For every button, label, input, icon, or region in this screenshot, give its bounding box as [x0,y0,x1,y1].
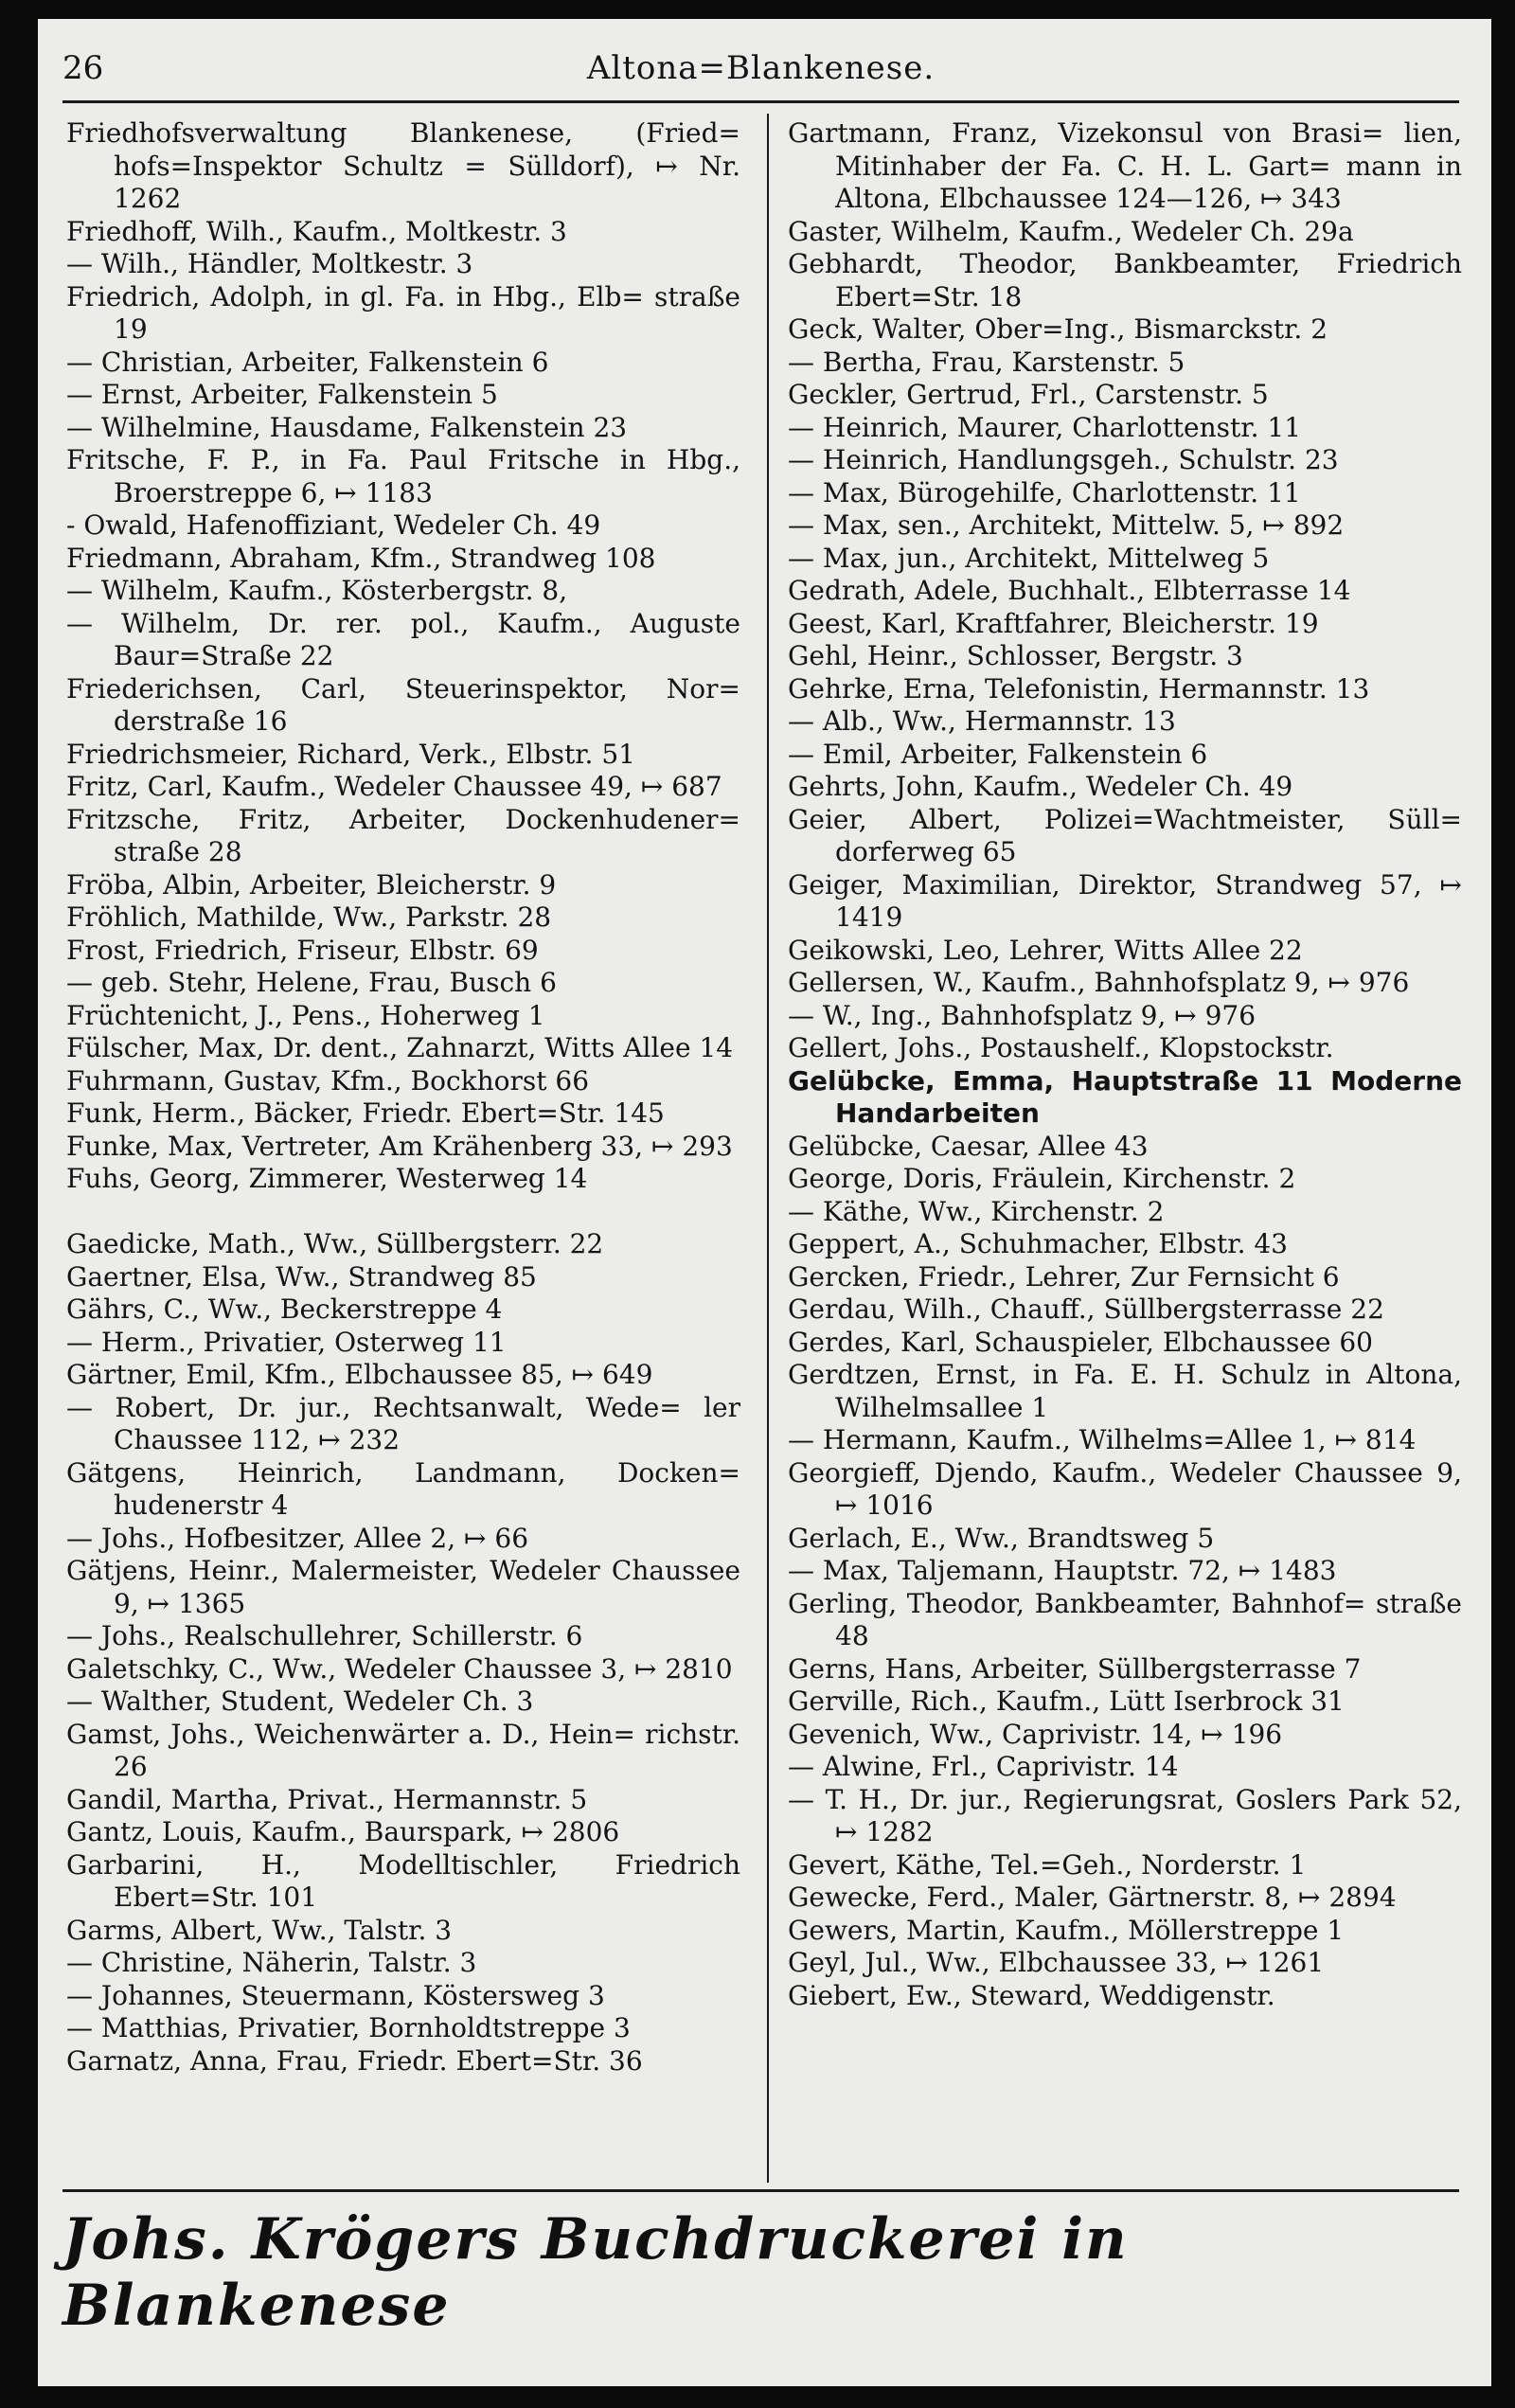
directory-entry: Gehrke, Erna, Telefonistin, Hermannstr. 13 [788,672,1370,705]
directory-entry: Geck, Walter, Ober=Ing., Bismarckstr. 2 [788,313,1328,345]
directory-entry: — Max, Taljemann, Hauptstr. 72, ↦ 1483 [788,1555,1337,1586]
directory-entry: Gehrts, John, Kaufm., Wedeler Ch. 49 [788,771,1293,802]
directory-entry: Frost, Friedrich, Friseur, Elbstr. 69 [66,934,539,966]
directory-entry: Gartmann, Franz, Vizekonsul von Brasi= lien, Mitinhaber der Fa. C. H. L. Gart= mann in Altona, Elbchaussee 124—126, ↦ 343 [788,117,1462,214]
directory-entry: Früchtenicht, J., Pens., Hoherweg 1 [66,999,545,1031]
directory-entry: - Owald, Hafenoffiziant, Wedeler Ch. 49 [66,509,601,541]
directory-entry: Friedrichsmeier, Richard, Verk., Elbstr. 51 [66,738,635,770]
directory-entry: Gaertner, Elsa, Ww., Strandweg 85 [66,1260,537,1293]
directory-entry: — Robert, Dr. jur., Rechtsanwalt, Wede= ler Chaussee 112, ↦ 232 [66,1391,740,1455]
directory-page [38,19,1491,2386]
directory-entry: Fritz, Carl, Kaufm., Wedeler Chaussee 49, ↦ 687 [66,771,722,802]
directory-entry: Galetschky, C., Ww., Wedeler Chaussee 3, ↦ 2810 [66,1652,733,1685]
directory-entry: Gewers, Martin, Kaufm., Möllerstreppe 1 [788,1914,1345,1946]
directory-entry: — Johs., Realschullehrer, Schillerstr. 6 [66,1620,583,1651]
directory-entry: Garbarini, H., Modelltischler, Friedrich Ebert=Str. 101 [66,1848,740,1913]
directory-entry: Fülscher, Max, Dr. dent., Zahnarzt, Witts Allee 14 [66,1032,734,1063]
directory-entry: Friedmann, Abraham, Kfm., Strandweg 108 [66,542,656,574]
directory-entry: Gerdes, Karl, Schauspieler, Elbchaussee 60 [788,1326,1373,1358]
printer-imprint-text: Johs. Krögers Buchdruckerei in Blankenese [62,2206,1129,2339]
directory-entry: — Wilhelm, Kaufm., Kösterbergstr. 8, [66,575,568,606]
directory-entry: — Alwine, Frl., Caprivistr. 14 [788,1751,1179,1782]
directory-entry: Gärtner, Emil, Kfm., Elbchaussee 85, ↦ 649 [66,1359,653,1390]
directory-entry: Gerlach, E., Ww., Brandtsweg 5 [788,1522,1215,1554]
directory-entry: Friedhofsverwaltung Blankenese, (Fried= hofs=Inspektor Schultz = Sülldorf), ↦ Nr. 1262 [66,117,740,214]
directory-entry: — Matthias, Privatier, Bornholdtstreppe 3 [66,2012,631,2043]
directory-entry: — geb. Stehr, Helene, Frau, Busch 6 [66,967,557,998]
directory-entry: Gevenich, Ww., Caprivistr. 14, ↦ 196 [788,1718,1283,1750]
directory-entry: Gebhardt, Theodor, Bankbeamter, Friedrich Ebert=Str. 18 [788,248,1462,312]
header-divider [62,100,1459,103]
directory-entry: Friedhoff, Wilh., Kaufm., Moltkestr. 3 [66,215,567,247]
directory-entry: Gehl, Heinr., Schlosser, Bergstr. 3 [788,640,1243,671]
directory-entry: — Wilh., Händler, Moltkestr. 3 [66,248,473,279]
directory-entry: — Christian, Arbeiter, Falkenstein 6 [66,346,549,378]
page-header [62,47,1459,100]
directory-entry: Gaster, Wilhelm, Kaufm., Wedeler Ch. 29a [788,215,1354,247]
directory-entry: Funke, Max, Vertreter, Am Krähenberg 33, ↦ 293 [66,1130,733,1162]
directory-entry: — Christine, Näherin, Talstr. 3 [66,1947,477,1978]
directory-entry: Friedrich, Adolph, in gl. Fa. in Hbg., Elb= straße 19 [66,280,740,345]
left-column [66,117,740,2078]
directory-entry: — Emil, Arbeiter, Falkenstein 6 [788,738,1208,770]
directory-entry: Gelübcke, Emma, Hauptstraße 11 Moderne Handarbeiten [788,1064,1462,1129]
directory-entry: — Johannes, Steuermann, Köstersweg 3 [66,1979,605,2011]
directory-entry: — Max, sen., Architekt, Mittelw. 5, ↦ 892 [788,509,1345,541]
directory-entry: Gevert, Käthe, Tel.=Geh., Norderstr. 1 [788,1848,1307,1881]
directory-entry: Fröhlich, Mathilde, Ww., Parkstr. 28 [66,901,552,933]
directory-entry: — Heinrich, Maurer, Charlottenstr. 11 [788,411,1302,443]
directory-entry: Geikowski, Leo, Lehrer, Witts Allee 22 [788,934,1303,966]
column-divider [767,114,769,2183]
directory-entry: Fröba, Albin, Arbeiter, Bleicherstr. 9 [66,868,557,901]
directory-entry: — T. H., Dr. jur., Regierungsrat, Goslers Park 52, ↦ 1282 [788,1783,1462,1847]
directory-entry: — Herm., Privatier, Osterweg 11 [66,1326,507,1358]
directory-entry: Geier, Albert, Polizei=Wachtmeister, Süll= dorferweg 65 [788,803,1462,867]
directory-entry: Geyl, Jul., Ww., Elbchaussee 33, ↦ 1261 [788,1947,1325,1978]
directory-entry: George, Doris, Fräulein, Kirchenstr. 2 [788,1163,1296,1194]
directory-entry: Gaedicke, Math., Ww., Süllbergsterr. 22 [66,1228,604,1259]
directory-entry: Giebert, Ew., Steward, Weddigenstr. [788,1979,1275,2011]
directory-entry: Gerdau, Wilh., Chauff., Süllbergsterrasse 22 [788,1293,1384,1325]
directory-entry: Gantz, Louis, Kaufm., Baurspark, ↦ 2806 [66,1816,620,1847]
directory-entry: Georgieff, Djendo, Kaufm., Wedeler Chaussee 9, ↦ 1016 [788,1456,1462,1521]
directory-entry: Funk, Herm., Bäcker, Friedr. Ebert=Str. 145 [66,1097,665,1129]
directory-entry: Geiger, Maximilian, Direktor, Strandweg 57, ↦ 1419 [788,868,1462,933]
directory-entry: — Ernst, Arbeiter, Falkenstein 5 [66,379,498,410]
directory-entry: Gerville, Rich., Kaufm., Lütt Iserbrock 31 [788,1686,1345,1717]
directory-entry: — Max, jun., Architekt, Mittelweg 5 [788,542,1270,574]
directory-entry: Garms, Albert, Ww., Talstr. 3 [66,1914,453,1946]
directory-entry: Fuhs, Georg, Zimmerer, Westerweg 14 [66,1163,588,1194]
directory-entry: Geest, Karl, Kraftfahrer, Bleicherstr. 19 [788,607,1319,639]
directory-entry: Gätjens, Heinr., Malermeister, Wedeler Chaussee 9, ↦ 1365 [66,1555,740,1619]
right-column [788,117,1462,2012]
directory-entry: Fuhrmann, Gustav, Kfm., Bockhorst 66 [66,1064,590,1097]
directory-entry: Gährs, C., Ww., Beckerstreppe 4 [66,1293,503,1325]
directory-entry: Geppert, A., Schuhmacher, Elbstr. 43 [788,1228,1288,1259]
directory-entry: — W., Ing., Bahnhofsplatz 9, ↦ 976 [788,999,1257,1031]
directory-entry: — Johs., Hofbesitzer, Allee 2, ↦ 66 [66,1522,529,1554]
directory-entry: Gelübcke, Caesar, Allee 43 [788,1130,1149,1162]
directory-entry: — Heinrich, Handlungsgeh., Schulstr. 23 [788,444,1339,475]
directory-entry: — Wilhelmine, Hausdame, Falkenstein 23 [66,411,628,443]
directory-entry: Gamst, Johs., Weichenwärter a. D., Hein= richstr. 26 [66,1718,740,1782]
directory-entry: — Wilhelm, Dr. rer. pol., Kaufm., Auguste Baur=Straße 22 [66,607,740,671]
directory-entry: — Alb., Ww., Hermannstr. 13 [788,705,1176,737]
directory-entry: Fritsche, F. P., in Fa. Paul Fritsche in Hbg., Broerstreppe 6, ↦ 1183 [66,444,740,508]
directory-entry: Gerling, Theodor, Bankbeamter, Bahnhof= straße 48 [788,1587,1462,1651]
directory-entry: Gedrath, Adele, Buchhalt., Elbterrasse 14 [788,575,1351,606]
directory-entry: — Walther, Student, Wedeler Ch. 3 [66,1686,534,1717]
directory-entry: Garnatz, Anna, Frau, Friedr. Ebert=Str. 36 [66,2044,643,2077]
directory-entry: — Max, Bürogehilfe, Charlottenstr. 11 [788,476,1301,508]
directory-entry: — Hermann, Kaufm., Wilhelms=Allee 1, ↦ 814 [788,1424,1417,1455]
page-title: Altona=Blankenese. [586,49,936,87]
directory-entry: Geckler, Gertrud, Frl., Carstenstr. 5 [788,379,1269,410]
directory-entry: Gerns, Hans, Arbeiter, Süllbergsterrasse 7 [788,1652,1362,1685]
directory-entry: Gandil, Martha, Privat., Hermannstr. 5 [66,1783,588,1815]
directory-entry: Gerdtzen, Ernst, in Fa. E. H. Schulz in Altona, Wilhelmsallee 1 [788,1359,1462,1423]
directory-entry: Gellert, Johs., Postaushelf., Klopstockstr. [788,1032,1334,1063]
directory-entry: Gercken, Friedr., Lehrer, Zur Fernsicht 6 [788,1260,1340,1293]
directory-entry: Gewecke, Ferd., Maler, Gärtnerstr. 8, ↦ 2894 [788,1882,1397,1913]
footer-divider [62,2189,1459,2192]
directory-entry: — Käthe, Ww., Kirchenstr. 2 [788,1195,1165,1227]
printer-imprint [62,2206,1459,2339]
directory-entry: — Bertha, Frau, Karstenstr. 5 [788,346,1185,378]
section-gap [66,1196,740,1229]
directory-entry: Gellersen, W., Kaufm., Bahnhofsplatz 9, ↦ 976 [788,967,1410,998]
directory-entry: Gätgens, Heinrich, Landmann, Docken= hudenerstr 4 [66,1456,740,1521]
directory-entry: Friederichsen, Carl, Steuerinspektor, Nor= derstraße 16 [66,672,740,737]
page-number: 26 [62,49,104,87]
directory-entry: Fritzsche, Fritz, Arbeiter, Dockenhudener= straße 28 [66,803,740,867]
